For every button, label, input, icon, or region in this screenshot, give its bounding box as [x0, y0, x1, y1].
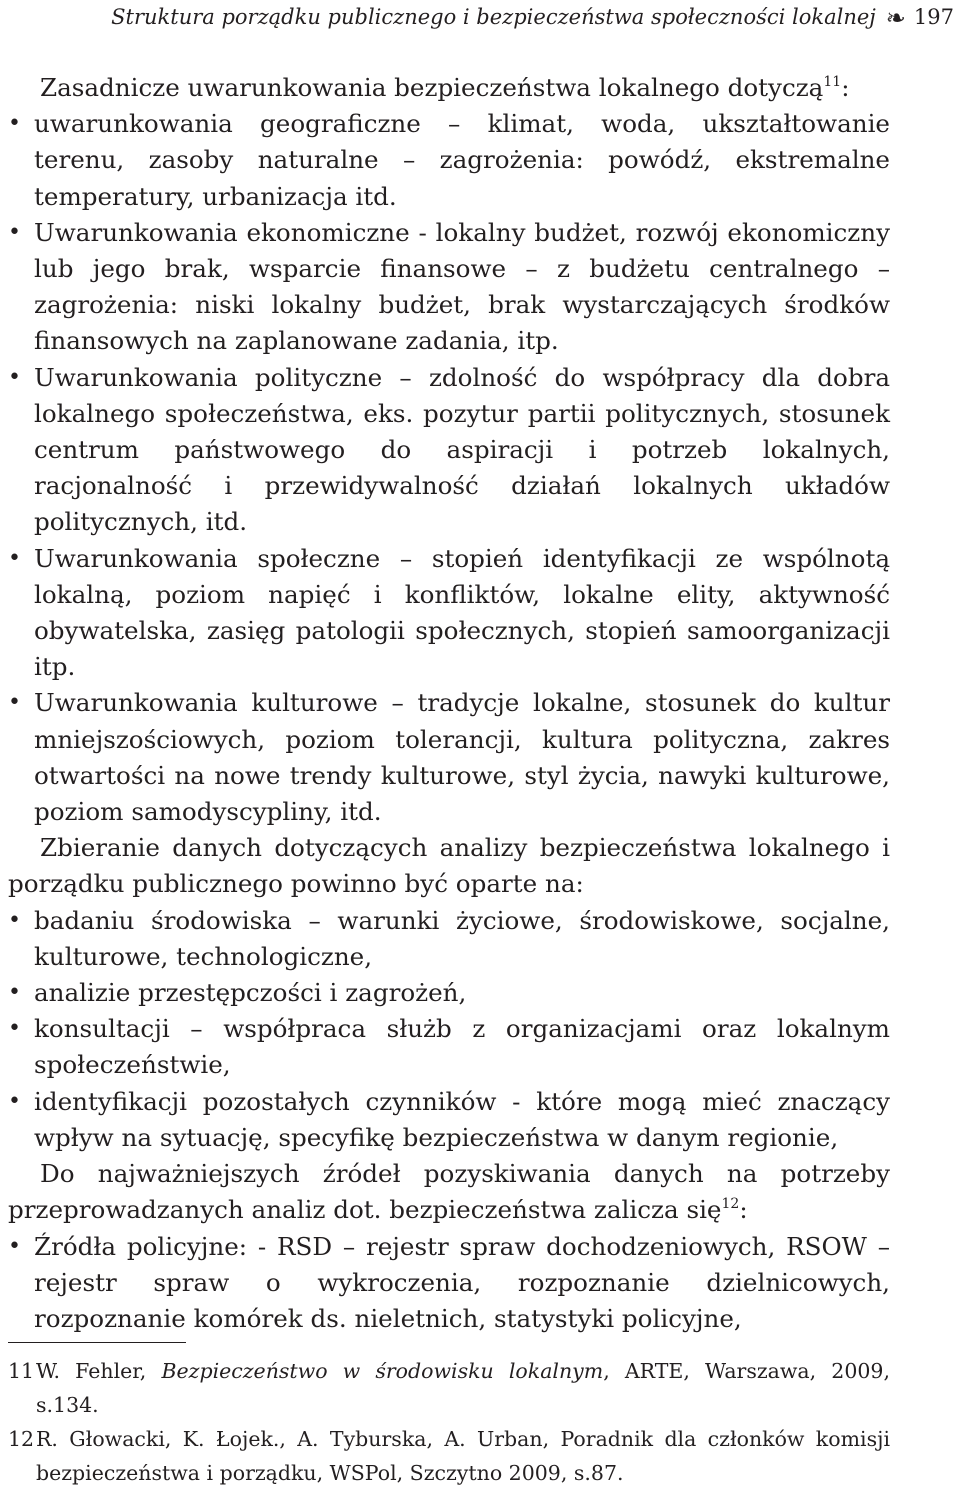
list-item: • Uwarunkowania kulturowe – tradycje lokalne, stosunek do kultur mniejszościowych, poziom tolerancji, kultura polityczna, zakres otwartości na nowe trendy kulturowe, styl życia, nawyki kulturowe, poziom samodyscypliny, itd.	[8, 685, 890, 830]
fleuron-icon: ❧	[885, 4, 906, 32]
list-item: • uwarunkowania geograficzne – klimat, woda, ukształtowanie terenu, zasoby naturalne – zagrożenia: powódź, ekstremalne temperatury, urbanizacja itd.	[8, 106, 890, 215]
section2-intro: Zbieranie danych dotyczących analizy bezpieczeństwa lokalnego i porządku publicznego powinno być oparte na:	[8, 833, 890, 899]
running-header	[111, 2, 954, 33]
bullet-icon: •	[8, 907, 21, 933]
list-item: • Uwarunkowania społeczne – stopień identyfikacji ze wspólnotą lokalną, poziom napięć i konfliktów, lokalne elity, aktywność obywatelska, zasięg patologii społecznych, stopień samoorganizacji itp.	[8, 541, 890, 686]
bullet-icon: •	[8, 219, 21, 245]
main-text	[8, 70, 890, 1337]
footnote-number: 12	[8, 1427, 35, 1451]
list-item: • Uwarunkowania polityczne – zdolność do współpracy dla dobra lokalnego społeczeństwa, eks. pozytur partii politycznych, stosunek centrum państwowego do aspiracji i potrzeb lokalnych, racjonalność i przewidywalność działań lokalnych układów politycznych, itd.	[8, 360, 890, 541]
list-item: • badaniu środowiska – warunki życiowe, środowiskowe, socjalne, kulturowe, technologiczne,	[8, 903, 890, 975]
section3-intro: Do najważniejszych źródeł pozyskiwania danych na potrzeby przeprowadzanych analiz dot. bezpieczeństwa zalicza się$^{12}$:	[8, 1159, 890, 1225]
footnote-12: 12 R. Głowacki, K. Łojek., A. Tyburska, A. Urban, Poradnik dla członków komisji bezpieczeństwa i porządku, WSPol, Szczytno 2009, s.87.	[8, 1422, 890, 1490]
cited-title: Bezpieczeństwo w środowisku lokalnym	[161, 1359, 604, 1383]
list-item: • konsultacji – współpraca służb z organizacjami oraz lokalnym społeczeństwie,	[8, 1011, 890, 1083]
list-item: • Źródła policyjne: - RSD – rejestr spraw dochodzeniowych, RSOW – rejestr spraw o wykroczenia, rozpoznanie dzielnicowych, rozpoznanie komórek ds. nieletnich, statystyki policyjne,	[8, 1229, 890, 1338]
section3-list	[8, 1229, 890, 1338]
footnote-number: 11	[8, 1359, 35, 1383]
footnote-divider	[8, 1342, 186, 1343]
list-item: • identyfikacji pozostałych czynników - które mogą mieć znaczący wpływ na sytuację, specyfikę bezpieczeństwa w danym regionie,	[8, 1084, 890, 1156]
footnote-11: 11 W. Fehler, Bezpieczeństwo w środowisku lokalnym, ARTE, Warszawa, 2009, s.134.	[8, 1354, 890, 1422]
footnote-ref-12[interactable]: 12	[721, 1196, 740, 1213]
list-item: • analizie przestępczości i zagrożeń,	[8, 975, 890, 1011]
bullet-icon: •	[8, 545, 21, 571]
bullet-icon: •	[8, 1088, 21, 1114]
bullet-icon: •	[8, 980, 21, 1006]
section2-list	[8, 903, 890, 1156]
bullet-icon: •	[8, 111, 21, 137]
section1-list	[8, 106, 890, 830]
header-title: Struktura porządku publicznego i bezpieczeństwa społeczności lokalnej	[111, 5, 876, 29]
section1-intro: Zasadnicze uwarunkowania bezpieczeństwa lokalnego dotyczą$^{11}$:	[40, 73, 850, 102]
list-item: • Uwarunkowania ekonomiczne - lokalny budżet, rozwój ekonomiczny lub jego brak, wsparcie finansowe – z budżetu centralnego – zagrożenia: niski lokalny budżet, brak wystarczających środków finansowych na zaplanowane zadania, itp.	[8, 215, 890, 360]
page-number: 197	[913, 5, 954, 29]
bullet-icon: •	[8, 1016, 21, 1042]
footnotes	[8, 1354, 890, 1490]
bullet-icon: •	[8, 690, 21, 716]
footnote-ref-11[interactable]: 11	[823, 74, 842, 90]
bullet-icon: •	[8, 1233, 21, 1259]
bullet-icon: •	[8, 364, 21, 390]
